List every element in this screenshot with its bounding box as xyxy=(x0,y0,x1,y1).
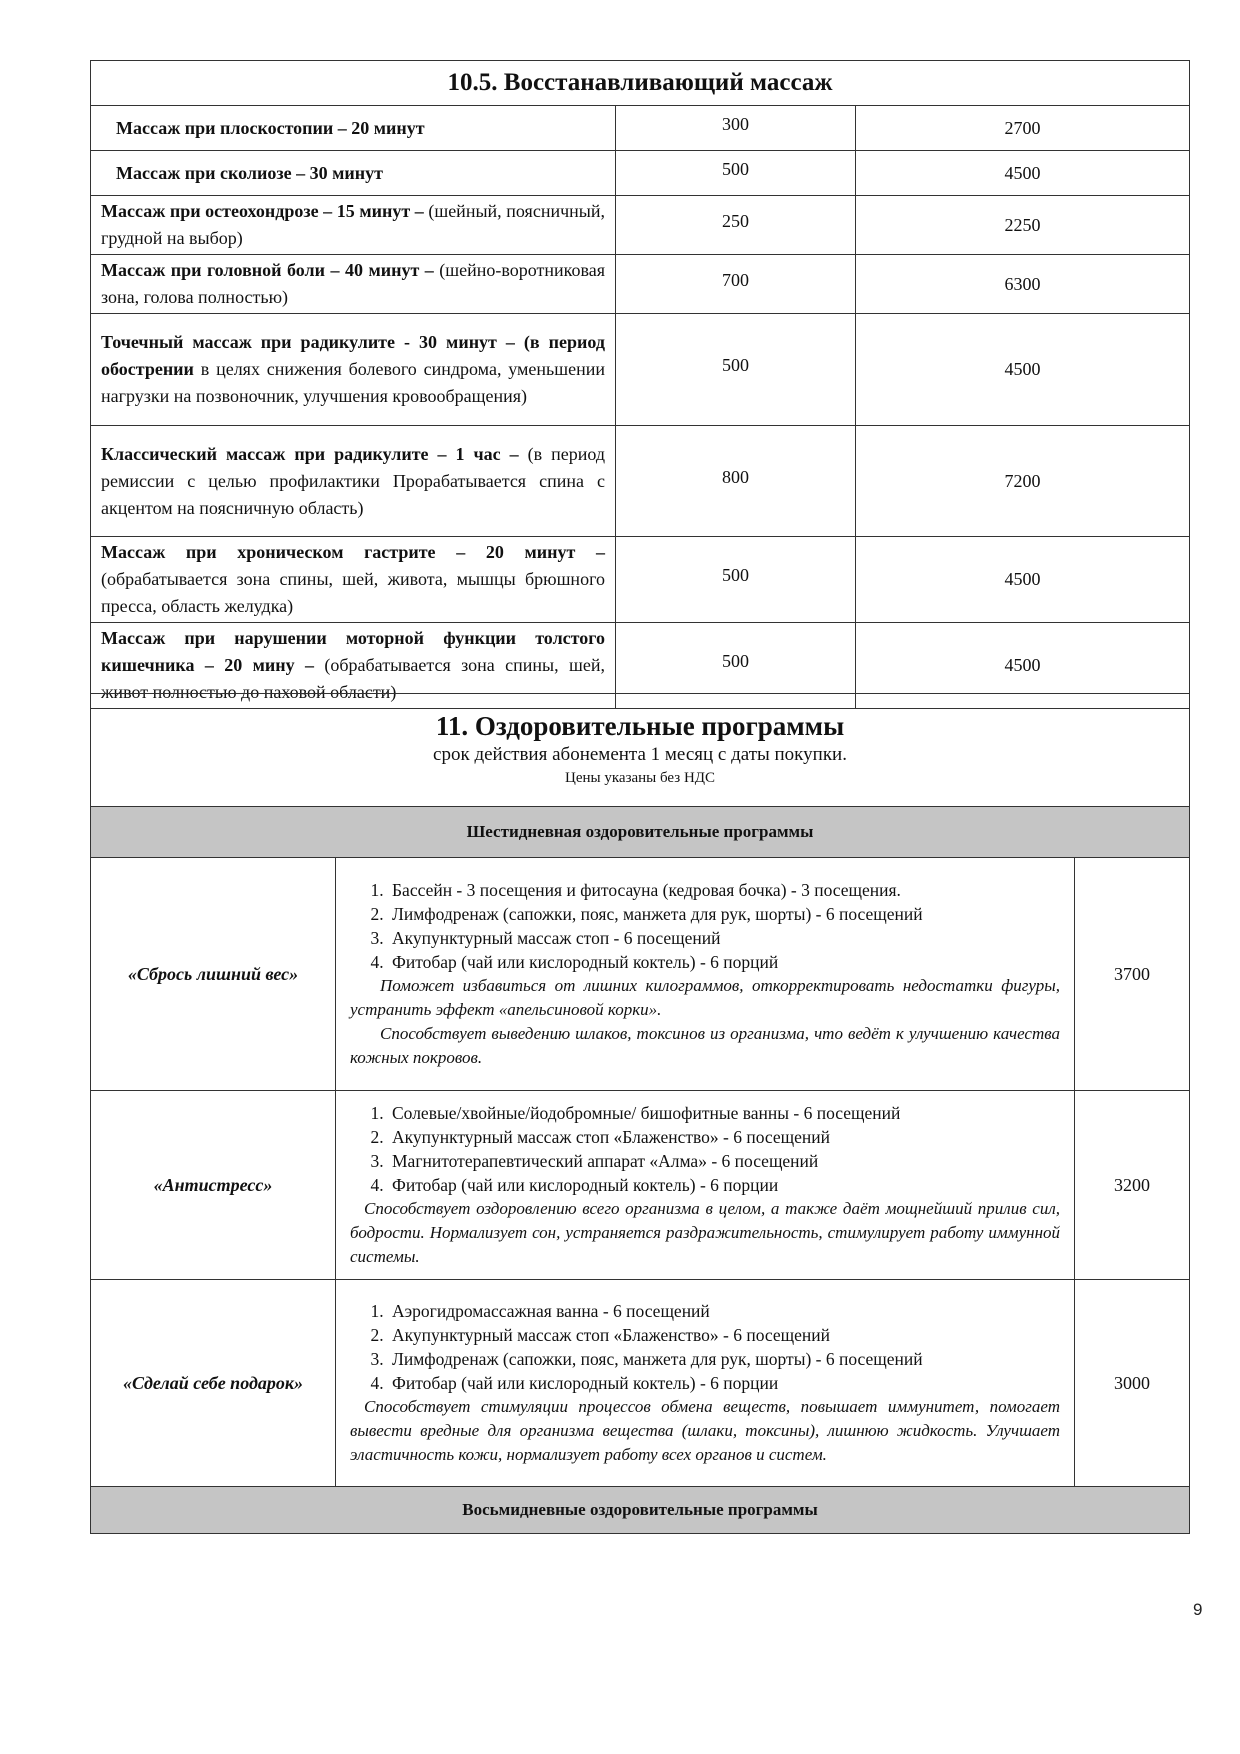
table-row xyxy=(91,255,1190,314)
list-item: 1. Солевые/хвойные/йодобромные/ бишофитные ванны - 6 посещений xyxy=(388,1101,1060,1125)
page-number: 9 xyxy=(1193,1600,1203,1619)
table-row xyxy=(91,151,1190,196)
price-single: 800 xyxy=(616,426,856,537)
service-name: Массаж при хроническом гастрите – 20 минут – (обрабатывается зона спины, шей, живота, мышцы брюшного пресса, область желудка) xyxy=(91,537,616,623)
service-name: Массаж при остеохондрозе – 15 минут – (шейный, поясничный, грудной на выбор) xyxy=(91,196,616,255)
program-name: «Сбрось лишний вес» xyxy=(91,858,336,1091)
program-row xyxy=(91,1091,1190,1280)
program-description xyxy=(336,1280,1075,1487)
price-course: 7200 xyxy=(856,426,1190,537)
massage-price-table xyxy=(90,60,1190,709)
price-single: 500 xyxy=(616,314,856,426)
program-benefit: Поможет избавиться от лишних килограммов, откорректировать недостатки фигуры, устранить эффект «апельсиновой корки». xyxy=(350,976,1060,1019)
list-item: 1. Аэрогидромассажная ванна - 6 посещений xyxy=(388,1299,1060,1323)
price-course: 4500 xyxy=(856,151,1190,196)
price-single: 500 xyxy=(616,537,856,623)
eight-day-programs-header: Восьмидневные оздоровительные программы xyxy=(91,1487,1190,1534)
list-item: 2. Лимфодренаж (сапожки, пояс, манжета для рук, шорты) - 6 посещений xyxy=(388,902,1060,926)
program-items xyxy=(350,878,1060,974)
table-row xyxy=(91,314,1190,426)
price-course: 4500 xyxy=(856,314,1190,426)
programs-subtitle: срок действия абонемента 1 месяц с даты покупки. xyxy=(433,744,847,765)
program-benefit: Способствует выведению шлаков, токсинов из организма, что ведёт к улучшению качества кожных покровов. xyxy=(350,1024,1060,1067)
program-name: «Антистресс» xyxy=(91,1091,336,1280)
table-row xyxy=(91,537,1190,623)
program-price: 3700 xyxy=(1075,858,1190,1091)
service-name: Массаж при головной боли – 40 минут – (шейно-воротниковая зона, голова полностью) xyxy=(91,255,616,314)
service-name: Массаж при нарушении моторной функции толстого кишечника – 20 мину – (обрабатывается зона спины, шей, живот полностью до паховой области) xyxy=(91,623,616,709)
list-item: 1. Бассейн - 3 посещения и фитосауна (кедровая бочка) - 3 посещения. xyxy=(388,878,1060,902)
program-price: 3000 xyxy=(1075,1280,1190,1487)
price-single: 500 xyxy=(616,623,856,709)
price-single: 250 xyxy=(616,196,856,255)
table-row xyxy=(91,426,1190,537)
price-single: 700 xyxy=(616,255,856,314)
table-row xyxy=(91,106,1190,151)
list-item: 3. Магнитотерапевтический аппарат «Алма» - 6 посещений xyxy=(388,1149,1060,1173)
programs-title: 11. Оздоровительные программы xyxy=(435,711,845,741)
program-price: 3200 xyxy=(1075,1091,1190,1280)
section-title: 10.5. Восстанавливающий массаж xyxy=(91,61,1190,106)
program-row xyxy=(91,1280,1190,1487)
list-item: 3. Акупунктурный массаж стоп - 6 посещений xyxy=(388,926,1060,950)
program-description xyxy=(336,1091,1075,1280)
vat-note: Цены указаны без НДС xyxy=(565,770,716,786)
price-course: 2250 xyxy=(856,196,1190,255)
list-item: 4. Фитобар (чай или кислородный коктель) - 6 порции xyxy=(388,1173,1060,1197)
program-name: «Сделай себе подарок» xyxy=(91,1280,336,1487)
program-items xyxy=(350,1299,1060,1395)
price-course: 6300 xyxy=(856,255,1190,314)
list-item: 2. Акупунктурный массаж стоп «Блаженство» - 6 посещений xyxy=(388,1323,1060,1347)
program-benefit: Способствует стимуляции процессов обмена веществ, повышает иммунитет, помогает вывести вредные для организма вещества (шлаки, токсины), лишнюю жидкость. Улучшает эластичность кожи, нормализует работу всех органов и систем. xyxy=(350,1397,1060,1464)
price-single: 300 xyxy=(616,106,856,151)
price-course: 2700 xyxy=(856,106,1190,151)
list-item: 2. Акупунктурный массаж стоп «Блаженство» - 6 посещений xyxy=(388,1125,1060,1149)
six-day-programs-header: Шестидневная оздоровительные программы xyxy=(91,807,1190,858)
list-item: 4. Фитобар (чай или кислородный коктель) - 6 порции xyxy=(388,1371,1060,1395)
programs-table xyxy=(90,693,1190,1534)
programs-header xyxy=(91,694,1190,807)
price-course: 4500 xyxy=(856,623,1190,709)
price-single: 500 xyxy=(616,151,856,196)
program-benefit: Способствует оздоровлению всего организма в целом, а также даёт мощнейший прилив сил, бодрости. Нормализует сон, устраняется раздражительность, стимулирует работу иммунной системы. xyxy=(350,1199,1060,1266)
list-item: 4. Фитобар (чай или кислородный коктель) - 6 порций xyxy=(388,950,1060,974)
table-row xyxy=(91,196,1190,255)
program-items xyxy=(350,1101,1060,1197)
service-name: Классический массаж при радикулите – 1 час – (в период ремиссии с целью профилактики Прорабатывается спина с акцентом на поясничную область) xyxy=(91,426,616,537)
service-name: Массаж при сколиозе – 30 минут xyxy=(91,151,616,196)
service-name: Массаж при плоскостопии – 20 минут xyxy=(91,106,616,151)
program-description xyxy=(336,858,1075,1091)
program-row xyxy=(91,858,1190,1091)
list-item: 3. Лимфодренаж (сапожки, пояс, манжета для рук, шорты) - 6 посещений xyxy=(388,1347,1060,1371)
price-course: 4500 xyxy=(856,537,1190,623)
service-name: Точечный массаж при радикулите - 30 минут – (в период обострении в целях снижения болевого синдрома, уменьшении нагрузки на позвоночник, улучшения кровообращения) xyxy=(91,314,616,426)
